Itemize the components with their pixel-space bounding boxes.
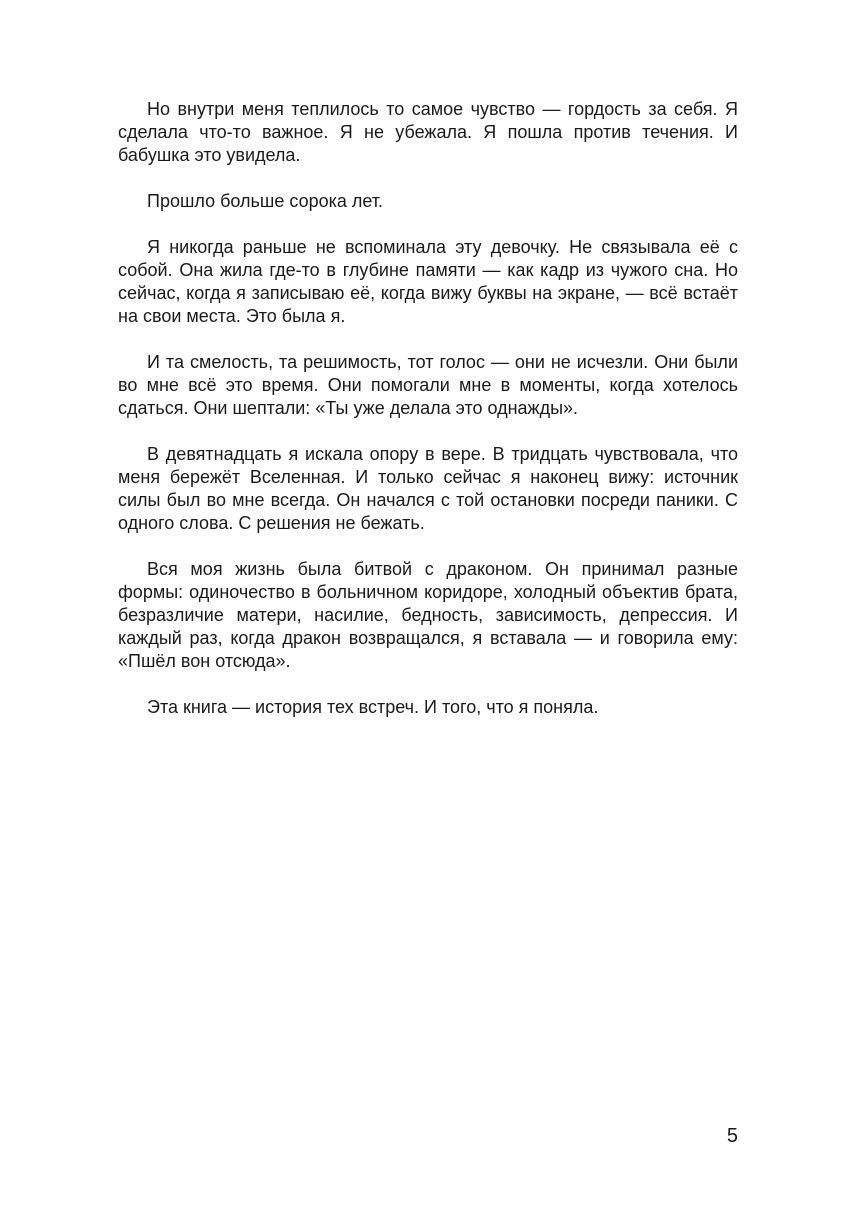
- page-number: 5: [726, 1125, 738, 1147]
- paragraph-6: Вся моя жизнь была битвой с драконом. Он принимал разные формы: одиночество в больничном коридоре, холодный объектив брата, безразличие матери, насилие, бедность, зависимость, депрессия. И каждый раз, когда дракон возвращался, я вставала — и говорила ему: «Пшёл вон отсюда».: [118, 559, 738, 671]
- paragraph-5: В девятнадцать я искала опору в вере. В тридцать чувствовала, что меня бережёт Вселенная. И только сейчас я наконец вижу: источник силы был во мне всегда. Он начался с той остановки посреди паники. С одного слова. С решения не бежать.: [118, 444, 738, 533]
- paragraph-2: Прошло больше сорока лет.: [147, 191, 384, 211]
- body-text: [118, 98, 738, 719]
- paragraph-7: Эта книга — история тех встреч. И того, что я поняла.: [147, 697, 599, 717]
- paragraph-4: И та смелость, та решимость, тот голос — они не исчезли. Они были во мне всё это время. Они помогали мне в моменты, когда хотелось сдаться. Они шептали: «Ты уже делала это однажды».: [118, 352, 738, 418]
- paragraph-3: Я никогда раньше не вспоминала эту девочку. Не связывала её с собой. Она жила где-то в глубине памяти — как кадр из чужого сна. Но сейчас, когда я записываю её, когда вижу буквы на экране, — всё встаёт на свои места. Это была я.: [118, 237, 738, 326]
- paragraph-1: Но внутри меня теплилось то самое чувство — гордость за себя. Я сделала что-то важное. Я не убежала. Я пошла против течения. И бабушка это увидела.: [118, 99, 738, 165]
